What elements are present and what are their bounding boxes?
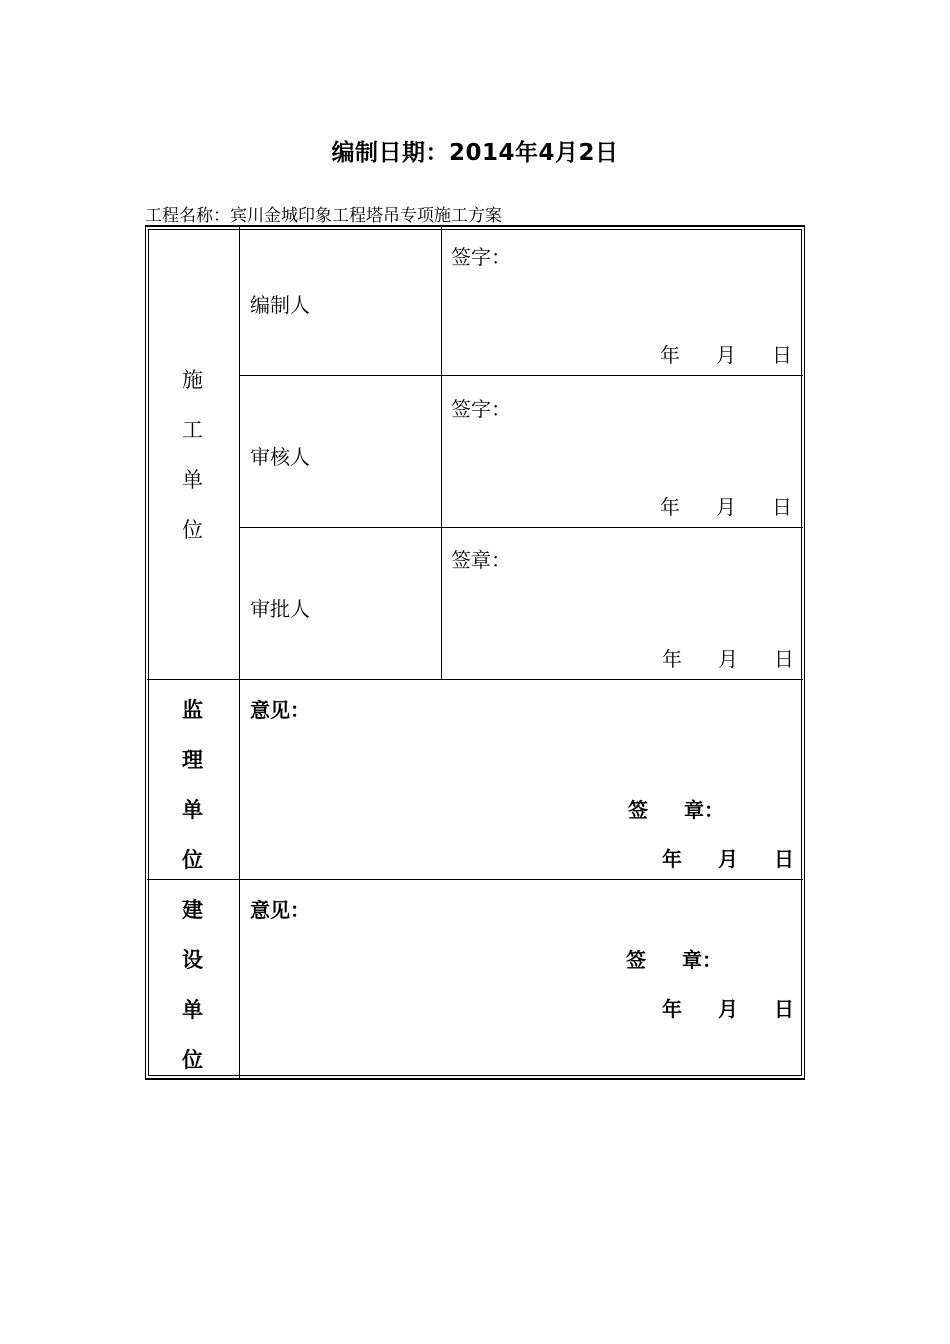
month-char: 月 xyxy=(718,647,738,671)
construction-unit-label xyxy=(145,364,240,564)
label-char: 理 xyxy=(182,748,203,772)
compile-date: 编制日期：2014年4月2日 xyxy=(331,140,619,166)
year-char: 年 xyxy=(660,343,680,367)
label-char: 单 xyxy=(182,798,203,822)
role-compiler: 编制人 xyxy=(250,293,310,317)
seal-char: 章： xyxy=(684,798,724,822)
sign-label: 签章： xyxy=(451,548,511,572)
year-char: 年 xyxy=(660,495,680,519)
row-divider-1 xyxy=(239,375,803,376)
sign-label: 签字： xyxy=(451,397,511,421)
label-char: 工 xyxy=(182,418,203,442)
role-approver: 审批人 xyxy=(250,597,310,621)
day-char: 日 xyxy=(774,847,794,871)
row-divider-2 xyxy=(239,527,803,528)
owner-unit-label xyxy=(145,894,240,1094)
sign-label: 签字： xyxy=(451,245,511,269)
supervision-unit-label xyxy=(145,694,240,894)
role-column-divider xyxy=(441,227,442,679)
month-char: 月 xyxy=(718,997,738,1021)
label-char: 设 xyxy=(182,948,203,972)
opinion-label: 意见： xyxy=(250,898,310,922)
label-char: 单 xyxy=(182,998,203,1022)
label-char: 位 xyxy=(182,1048,203,1072)
day-char: 日 xyxy=(772,495,792,519)
label-char: 建 xyxy=(182,898,203,922)
section-divider-supervision xyxy=(147,679,803,680)
label-char: 位 xyxy=(182,848,203,872)
label-char: 施 xyxy=(182,368,203,392)
year-char: 年 xyxy=(662,847,682,871)
project-name: 工程名称：宾川金城印象工程塔吊专项施工方案 xyxy=(145,206,502,226)
month-char: 月 xyxy=(716,343,736,367)
year-char: 年 xyxy=(662,997,682,1021)
seal-char: 签 xyxy=(626,948,646,972)
label-char: 监 xyxy=(182,698,203,722)
section-divider-owner xyxy=(147,879,803,880)
day-char: 日 xyxy=(774,647,794,671)
label-char: 位 xyxy=(182,518,203,542)
month-char: 月 xyxy=(718,847,738,871)
day-char: 日 xyxy=(772,343,792,367)
opinion-label: 意见： xyxy=(250,698,310,722)
day-char: 日 xyxy=(774,997,794,1021)
role-reviewer: 审核人 xyxy=(250,445,310,469)
seal-char: 章： xyxy=(682,948,722,972)
month-char: 月 xyxy=(716,495,736,519)
label-char: 单 xyxy=(182,468,203,492)
year-char: 年 xyxy=(662,647,682,671)
seal-char: 签 xyxy=(628,798,648,822)
